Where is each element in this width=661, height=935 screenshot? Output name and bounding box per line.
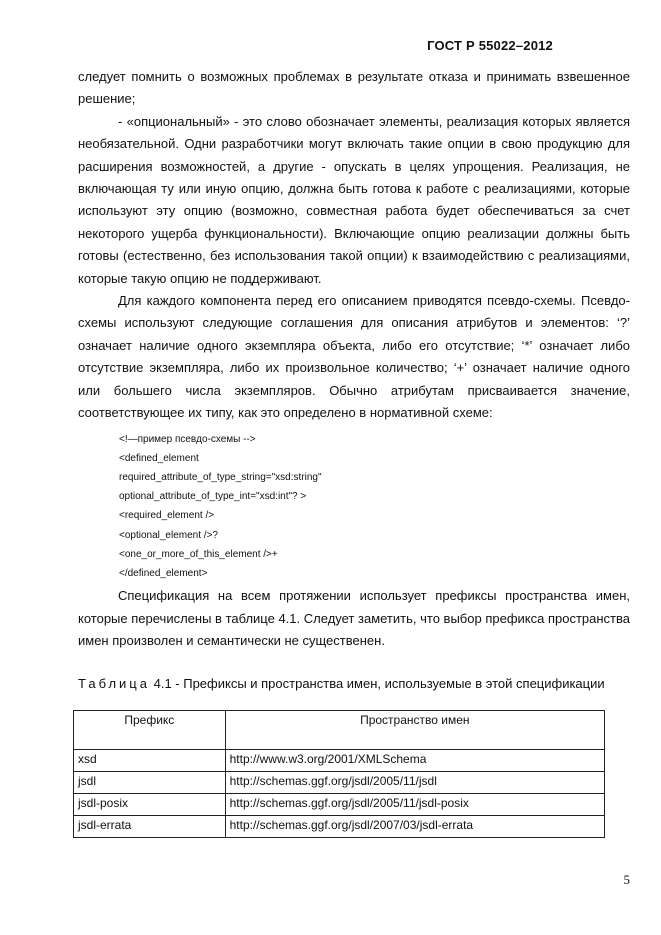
table-cell-prefix: xsd: [74, 750, 226, 772]
table-cell-prefix: jsdl-errata: [74, 816, 226, 838]
table-row: [74, 750, 605, 772]
column-header-namespace: Пространство имен: [225, 711, 604, 750]
table-row: [74, 816, 605, 838]
table-row: [74, 772, 605, 794]
table-caption: [78, 676, 605, 691]
table-cell-namespace: http://schemas.ggf.org/jsdl/2007/03/jsdl-errata: [225, 816, 604, 838]
code-line: <required_element />: [119, 510, 215, 522]
table-cell-namespace: http://www.w3.org/2001/XMLSchema: [225, 750, 604, 772]
pseudo-schema-code-block: [78, 430, 630, 584]
body-text: [78, 66, 630, 652]
code-line: <one_or_more_of_this_element />+: [119, 548, 278, 560]
code-line: <defined_element: [119, 452, 199, 464]
table-row: [74, 794, 605, 816]
table-header-row: [74, 711, 605, 750]
table-caption-text: 4.1 - Префиксы и пространства имен, используемые в этой спецификации: [149, 676, 605, 691]
paragraph-namespace-prefixes: Спецификация на всем протяжении использует префиксы пространства имен, которые перечислены в таблице 4.1. Следует заметить, что выбор префикса пространства имен произволен и семантически не существенен.: [78, 588, 630, 648]
code-line: optional_attribute_of_type_int="xsd:int"? >: [119, 491, 307, 503]
paragraph-continuation: следует помнить о возможных проблемах в результате отказа и принимать взвешенное решение;: [78, 69, 630, 107]
column-header-prefix: Префикс: [74, 711, 226, 750]
table-cell-prefix: jsdl: [74, 772, 226, 794]
table-cell-prefix: jsdl-posix: [74, 794, 226, 816]
table-caption-label: Таблица: [78, 676, 150, 691]
paragraph-pseudo-schemas: Для каждого компонента перед его описанием приводятся псевдо-схемы. Псевдо-схемы используют следующие соглашения для описания атрибутов и элементов: ‘?’ означает наличие одного экземпляра объекта, либо его отсутствие; ‘*’ означает либо отсутствие экземпляра, либо их произвольное количество; ‘+’ означает наличие одного или большего числа экземпляров. Обычно атрибутам присваивается значение, соответствующее их типу, как это определено в нормативной схеме:: [78, 293, 630, 421]
page-number: 5: [623, 872, 630, 887]
code-line: <optional_element />?: [119, 529, 218, 541]
table-cell-namespace: http://schemas.ggf.org/jsdl/2005/11/jsdl: [225, 772, 604, 794]
namespace-prefix-table: [73, 710, 605, 838]
table-cell-namespace: http://schemas.ggf.org/jsdl/2005/11/jsdl-posix: [225, 794, 604, 816]
code-line: required_attribute_of_type_string="xsd:string": [119, 471, 322, 483]
code-line: </defined_element>: [119, 567, 208, 579]
code-line: <!—пример псевдо-схемы -->: [119, 433, 256, 445]
document-code-header: ГОСТ Р 55022–2012: [427, 38, 553, 53]
paragraph-optional-definition: - «опциональный» - это слово обозначает элементы, реализация которых является необязательной. Одни разработчики могут включать такие опции в свою продукцию для расширения возможностей, а другие - опускать в целях упрощения. Реализация, не включающая ту или иную опцию, должна быть готова к работе с реализациями, которые используют эту опцию (возможно, совместная работа будет обеспечиваться за счет некоторого ущерба функциональности). Включающие опцию реализации должны быть готовы (естественно, без использования такой опции) к взаимодействию с реализациями, которые такую опцию не поддерживают.: [78, 113, 630, 286]
